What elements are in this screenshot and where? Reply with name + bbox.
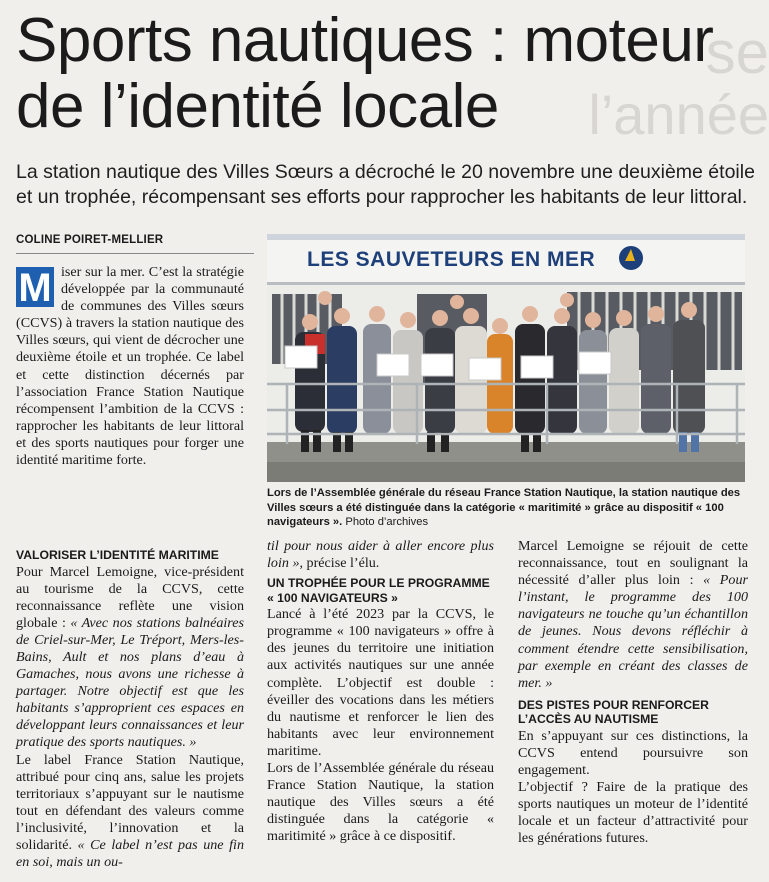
intro-column — [16, 264, 244, 469]
section-3-paragraph-1: En s’appuyant sur ces distinctions, la CCVS entend poursuivre son engagement. — [518, 727, 748, 779]
photo-caption — [267, 486, 747, 530]
bleed-through-text: l’année — [588, 83, 769, 146]
photo-sign: LES SAUVETEURS EN MER — [307, 248, 596, 271]
col3-paragraph-1 — [518, 538, 748, 692]
section-3-title: DES PISTES POUR RENFORCER L’ACCÈS AU NAUTISME — [518, 697, 709, 727]
section-1-paragraph-2 — [16, 752, 244, 872]
quote: « Avec nos stations balnéaires de Criel-sur-Mer, Le Tréport, Mers-les-Bains, Ault et nos plans d’eau à Gamaches, nous avons une richesse à partager. Notre objectif est que les habitants s’approprient ces espaces en développant leurs connaissances et leur pratique des sports nautiques. » — [16, 614, 244, 751]
section-1 — [16, 548, 244, 871]
text-run: Marcel Lemoigne se réjouit de cette reconnaissance, tout en soulignant la nécessité d’aller plus loin : — [518, 538, 748, 589]
section-2-column — [267, 538, 494, 846]
standfirst: La station nautique des Villes Sœurs a décroché le 20 novembre une deuxième étoile et un trophée, récompensant ses efforts pour rapprocher les habitants de leur littoral. — [16, 161, 755, 208]
intro-paragraph — [16, 264, 244, 469]
section-2-paragraph-1: Lancé à l’été 2023 par la CCVS, le programme « 100 navigateurs » offre à des jeunes du territoire une initiation aux activités nautiques sur une année complète. L’objectif est double : éveiller des vocations dans les métiers du nautisme et renforcer le lien des habitants avec leur environnement maritime. — [267, 606, 494, 759]
quote: « Ce label n’est pas une fin en soi, mais un ou- — [16, 837, 244, 871]
section-2-paragraph-2: Lors de l’Assemblée générale du réseau France Station Nautique, la station nautique des Villes sœurs a été distinguée dans la catégorie « maritimité » grâce à ce dispositif. — [267, 760, 494, 845]
section-3-column — [518, 538, 748, 848]
byline: COLINE POIRET-MELLIER — [16, 234, 164, 246]
continued-quote: til pour nous aider à aller encore plus loin », précise l’élu. — [267, 538, 494, 572]
section-3-paragraph-2: L’objectif ? Faire de la pratique des sports nautiques un moteur de l’identité locale et un facteur d’attractivité pour les générations futures. — [518, 779, 748, 847]
intro-text: iser sur la mer. C’est la stratégie développée par la communauté de communes des Villes sœurs (CCVS) à travers la station nautique des Villes sœurs, qui vient de décrocher une deuxième étoile et un trophée. Ce label et cette distinction décernés par l’association France Station Nautique récompensent l’ambition de la CCVS : rapprocher les habitants de leur littoral et des sports nautiques pour forger une identité maritime forte. — [16, 264, 244, 469]
dropcap: M — [16, 267, 54, 307]
text-run: Pour Marcel Lemoigne, vice-président au tourisme de la CCVS, cette reconnaissance reflète une vision globale : — [16, 563, 244, 631]
text-run: Le label France Station Nautique, attribué pour cinq ans, salue les projets territoriaux s’appuyant sur le nautisme tout en défendant des valeurs comme l’inclusivité, l’innovation et la solidarité. — [16, 751, 244, 853]
photo-credit: Photo d’archives — [342, 516, 429, 528]
section-1-title: VALORISER L’IDENTITÉ MARITIME — [16, 548, 219, 562]
article-photo — [267, 234, 745, 482]
bleed-through-text: se — [705, 19, 769, 86]
section-2-title: UN TROPHÉE POUR LE PROGRAMME « 100 NAVIGATEURS » — [267, 576, 490, 605]
quote: « Pour l’instant, le programme des 100 navigateurs ne touche qu’un échantillon de jeunes. Nous devons réfléchir à comment étendre cette sensibilisation, par exemple en créant des classes de mer. » — [518, 572, 748, 691]
caption-text: Lors de l’Assemblée générale du réseau France Station Nautique, la station nautique des Villes sœurs a été distinguée dans la catégorie « maritimité » grâce au dispositif « 100 navigateurs ». — [267, 487, 741, 528]
byline-divider — [16, 253, 254, 254]
headline: Sports nautiques : moteur de l’identité locale — [16, 6, 714, 141]
section-1-paragraph-1 — [16, 564, 244, 752]
